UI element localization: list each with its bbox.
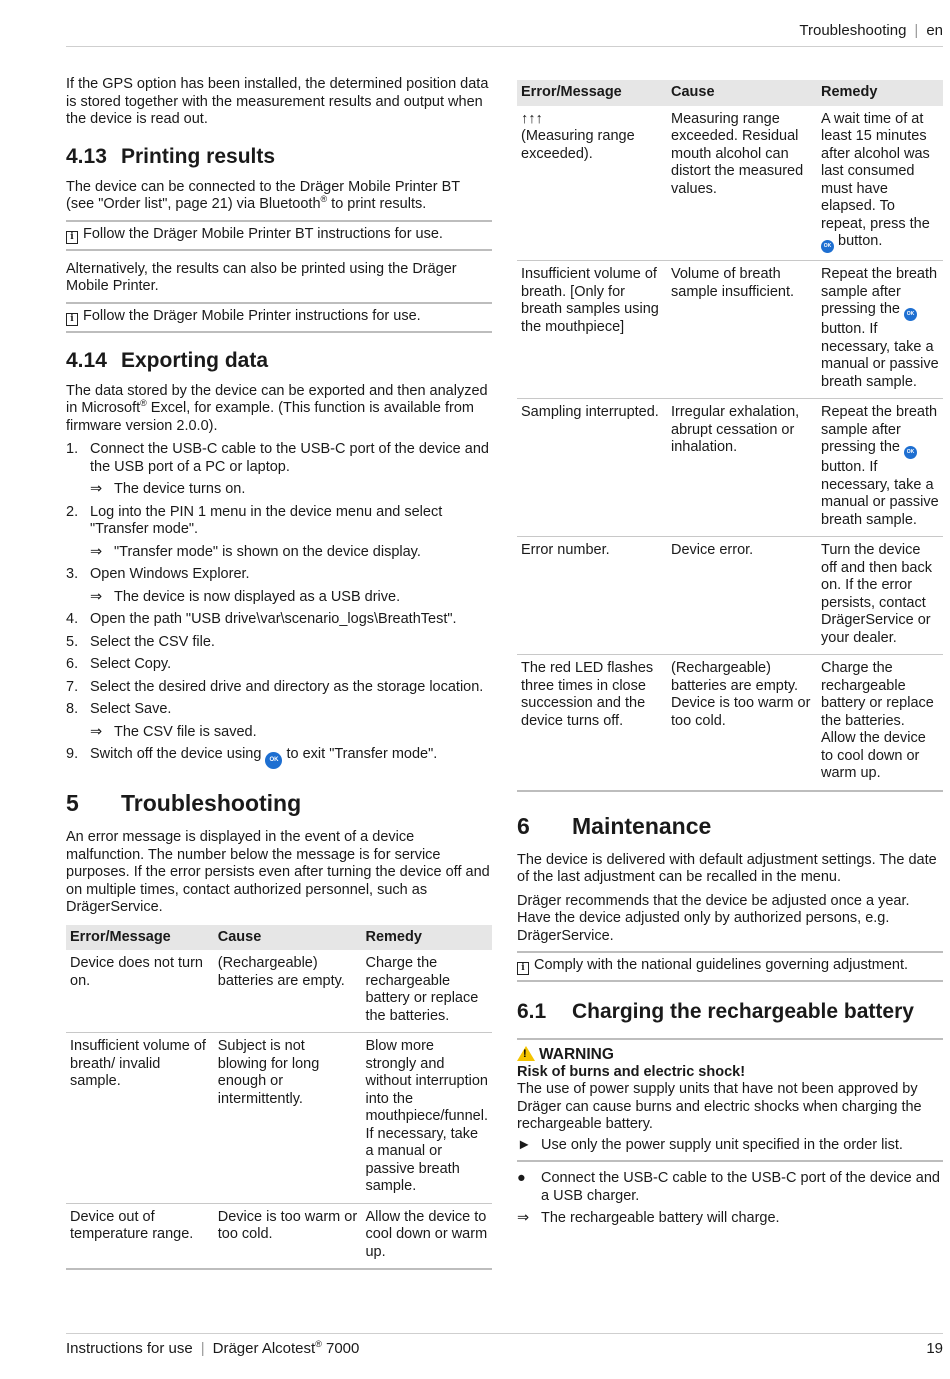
step: 2. Log into the PIN 1 menu in the device menu and select "Transfer mode".: [66, 503, 443, 537]
troubleshooting-table: [66, 925, 492, 1271]
section-4-14-heading: 4.14 Exporting data: [66, 348, 269, 372]
page-footer: Instructions for use | Dräger Alcotest® 7000 19: [66, 1339, 943, 1357]
warning-icon: !: [517, 1046, 535, 1061]
right-column: [517, 76, 943, 1233]
header-section: Troubleshooting: [799, 22, 907, 39]
table-header-row: Error/Message Cause Remedy: [517, 80, 943, 106]
page-number: 19: [926, 1340, 943, 1357]
table-row: Device out of temperature range. Device is too warm or too cold. Allow the device to cool down or warm up.: [66, 1203, 492, 1269]
alt-print-paragraph: Alternatively, the results can also be printed using the Dräger Mobile Printer.: [66, 260, 457, 294]
info-note: i Follow the Dräger Mobile Printer instructions for use.: [66, 302, 492, 333]
section-5-heading: 5 Troubleshooting: [66, 790, 302, 816]
step-result: ⇒ The CSV file is saved.: [90, 723, 257, 740]
warning-subtitle: Risk of burns and electric shock!: [517, 1063, 746, 1080]
table-row: Device does not turn on. (Rechargeable) batteries are empty. Charge the rechargeable battery or replace the batteries.: [66, 950, 492, 1033]
section-6-1-heading: 6.1 Charging the rechargeable battery: [517, 1000, 914, 1023]
maintenance-paragraph: Dräger recommends that the device be adjusted once a year. Have the device adjusted only by authorized persons, e.g. DrägerService.: [517, 892, 910, 944]
result-item: ⇒ The rechargeable battery will charge.: [517, 1210, 780, 1226]
step: 5. Select the CSV file.: [66, 633, 215, 650]
ok-button-icon: OK: [904, 446, 917, 459]
gps-paragraph: If the GPS option has been installed, the determined position data is stored together with the measurement results and output when the device is read out.: [66, 76, 489, 127]
ok-button-icon: OK: [904, 308, 917, 321]
info-icon: i: [66, 231, 78, 244]
footer-doc: Instructions for use: [66, 1340, 193, 1357]
warning-action: ► Use only the power supply unit specified in the order list.: [517, 1137, 943, 1163]
step-result: ⇒ The device turns on.: [90, 481, 246, 497]
export-steps: [66, 441, 492, 769]
export-paragraph: The data stored by the device can be exported and then analyzed in Microsoft® Excel, for example. (This function is available from firmware version 2.0.0).: [66, 382, 488, 434]
info-icon: i: [66, 313, 78, 326]
footer-rule: [66, 1333, 943, 1334]
header-language: en: [926, 22, 943, 39]
warning-title: ! WARNING: [517, 1046, 943, 1064]
ok-button-icon: OK: [265, 752, 282, 769]
list-item: ● Connect the USB-C cable to the USB-C port of the device and a USB charger.: [517, 1170, 940, 1204]
step: 1. Connect the USB-C cable to the USB-C port of the device and the USB port of a PC or laptop.: [66, 441, 489, 475]
step: 6. Select Copy.: [66, 656, 172, 672]
header-rule: [66, 46, 943, 47]
left-column: [66, 76, 492, 1270]
footer-product: Dräger Alcotest® 7000: [212, 1339, 360, 1357]
arrows-symbol: ↑↑↑: [521, 110, 543, 127]
step: 3. Open Windows Explorer.: [66, 566, 250, 582]
troubleshooting-paragraph: An error message is displayed in the event of a device malfunction. The number below the message is for service purposes. If the error persists even after turning the device off and on multiple times, contact authorized personnel, such as DrägerService.: [66, 829, 490, 915]
table-row: Insufficient volume of breath/ invalid sample. Subject is not blowing for long enough or intermittently. Blow more strongly and without interruption into the mouthpiece/funnel. If necessary, take a manual or passive breath sample.: [66, 1033, 492, 1204]
warning-box: [517, 1038, 943, 1162]
step-result: ⇒ The device is now displayed as a USB drive.: [90, 588, 401, 605]
table-row: ↑↑↑ (Measuring range exceeded). Measuring range exceeded. Residual mouth alcohol can distort the measured values. A wait time of at least 15 minutes after alcohol was last consumed must have elapsed. To repeat, press the OK button.: [517, 106, 943, 261]
table-row: Error number. Device error. Turn the device off and then back on. If the error persists, contact DrägerService or your dealer.: [517, 537, 943, 655]
maintenance-paragraph: The device is delivered with default adjustment settings. The date of the last adjustment can be recalled in the menu.: [517, 851, 937, 885]
section-6-heading: 6 Maintenance: [517, 812, 712, 839]
info-icon: i: [517, 962, 529, 975]
table-row: The red LED flashes three times in close succession and the device turns off. (Rechargeable) batteries are empty. Device is too warm or too cold. Charge the rechargeable battery or replace the batteries. Allow the device to cool down or warm up.: [517, 655, 943, 791]
page-header: [799, 22, 943, 40]
table-header-row: Error/Message Cause Remedy: [66, 925, 492, 951]
warning-text: The use of power supply units that have not been approved by Dräger can cause burns and electric shocks when charging the rechargeable battery.: [517, 1081, 922, 1132]
step-result: ⇒ "Transfer mode" is shown on the device display.: [90, 543, 421, 560]
ok-button-icon: OK: [821, 240, 834, 253]
info-note: i Follow the Dräger Mobile Printer BT instructions for use.: [66, 220, 492, 251]
info-note: i Comply with the national guidelines governing adjustment.: [517, 951, 943, 982]
table-row: Insufficient volume of breath. [Only for breath samples using the mouthpiece] Volume of breath sample insufficient. Repeat the breath sample after pressing the OK button. If necessary, take a manual or passive breath sample.: [517, 261, 943, 399]
table-row: Sampling interrupted. Irregular exhalation, abrupt cessation or inhalation. Repeat the breath sample after pressing the OK button. If necessary, take a manual or passive breath sample.: [517, 399, 943, 537]
step: 8. Select Save.: [66, 701, 172, 717]
step: 7. Select the desired drive and directory as the storage location.: [66, 678, 484, 695]
header-separator: |: [914, 22, 919, 39]
troubleshooting-table-continued: [517, 80, 943, 792]
printing-paragraph: The device can be connected to the Dräger Mobile Printer BT (see "Order list", page 21) via Bluetooth® to print results.: [66, 178, 460, 212]
section-4-13-heading: 4.13 Printing results: [66, 144, 276, 168]
step: 4. Open the path "USB drive\var\scenario_logs\BreathTest".: [66, 611, 457, 627]
step: 9. Switch off the device using OK to exit "Transfer mode".: [66, 746, 492, 769]
